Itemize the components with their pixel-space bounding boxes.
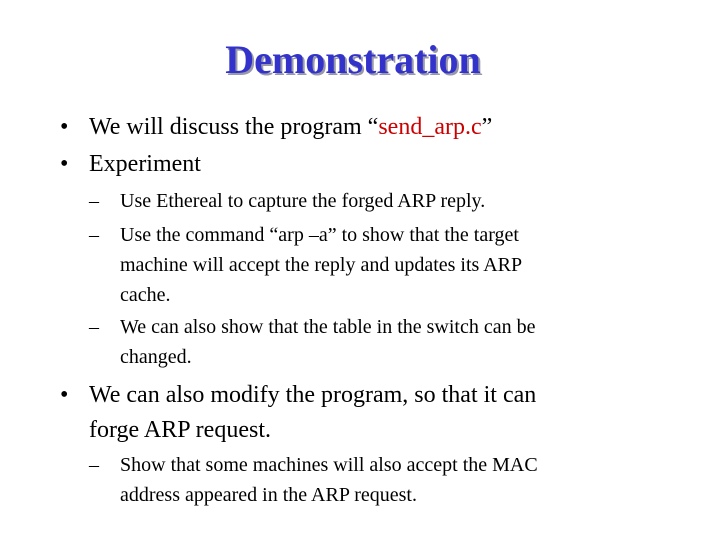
subitem-arp-command (89, 220, 709, 310)
bullet-experiment (60, 146, 700, 183)
subitem-line: cache. (120, 284, 171, 306)
bullet-text-post: ” (481, 114, 493, 140)
subitem-line: Use the command “arp –a” to show that the target (120, 224, 519, 246)
program-name: send_arp.c (378, 114, 482, 140)
dash-marker: – (89, 316, 99, 338)
subitem-mac-address (89, 450, 709, 510)
dash-marker: – (89, 454, 99, 476)
subitem-line: changed. (120, 346, 192, 368)
subitem-line: machine will accept the reply and updates its ARP (120, 254, 523, 276)
bullet-marker: • (60, 151, 69, 177)
bullet-text: Experiment (89, 151, 201, 177)
bullet-line: We can also modify the program, so that it can (89, 382, 537, 408)
slide-title: Demonstration (225, 37, 481, 82)
subitem-switch-table (89, 312, 709, 372)
dash-marker: – (89, 190, 99, 212)
subitem-ethereal (89, 186, 709, 216)
bullet-discuss-program (60, 109, 700, 146)
bullet-modify-program (60, 377, 700, 451)
bullet-text-pre: We will discuss the program “ (89, 114, 379, 140)
bullet-marker: • (60, 114, 69, 140)
bullet-line: forge ARP request. (89, 417, 271, 443)
subitem-line: Show that some machines will also accept the MAC (120, 454, 538, 476)
subitem-line: address appeared in the ARP request. (120, 484, 417, 506)
dash-marker: – (89, 224, 99, 246)
bullet-marker: • (60, 382, 69, 408)
subitem-line: Use Ethereal to capture the forged ARP reply. (120, 190, 486, 212)
bullet-text (89, 109, 492, 146)
subitem-line: We can also show that the table in the switch can be (120, 316, 536, 338)
